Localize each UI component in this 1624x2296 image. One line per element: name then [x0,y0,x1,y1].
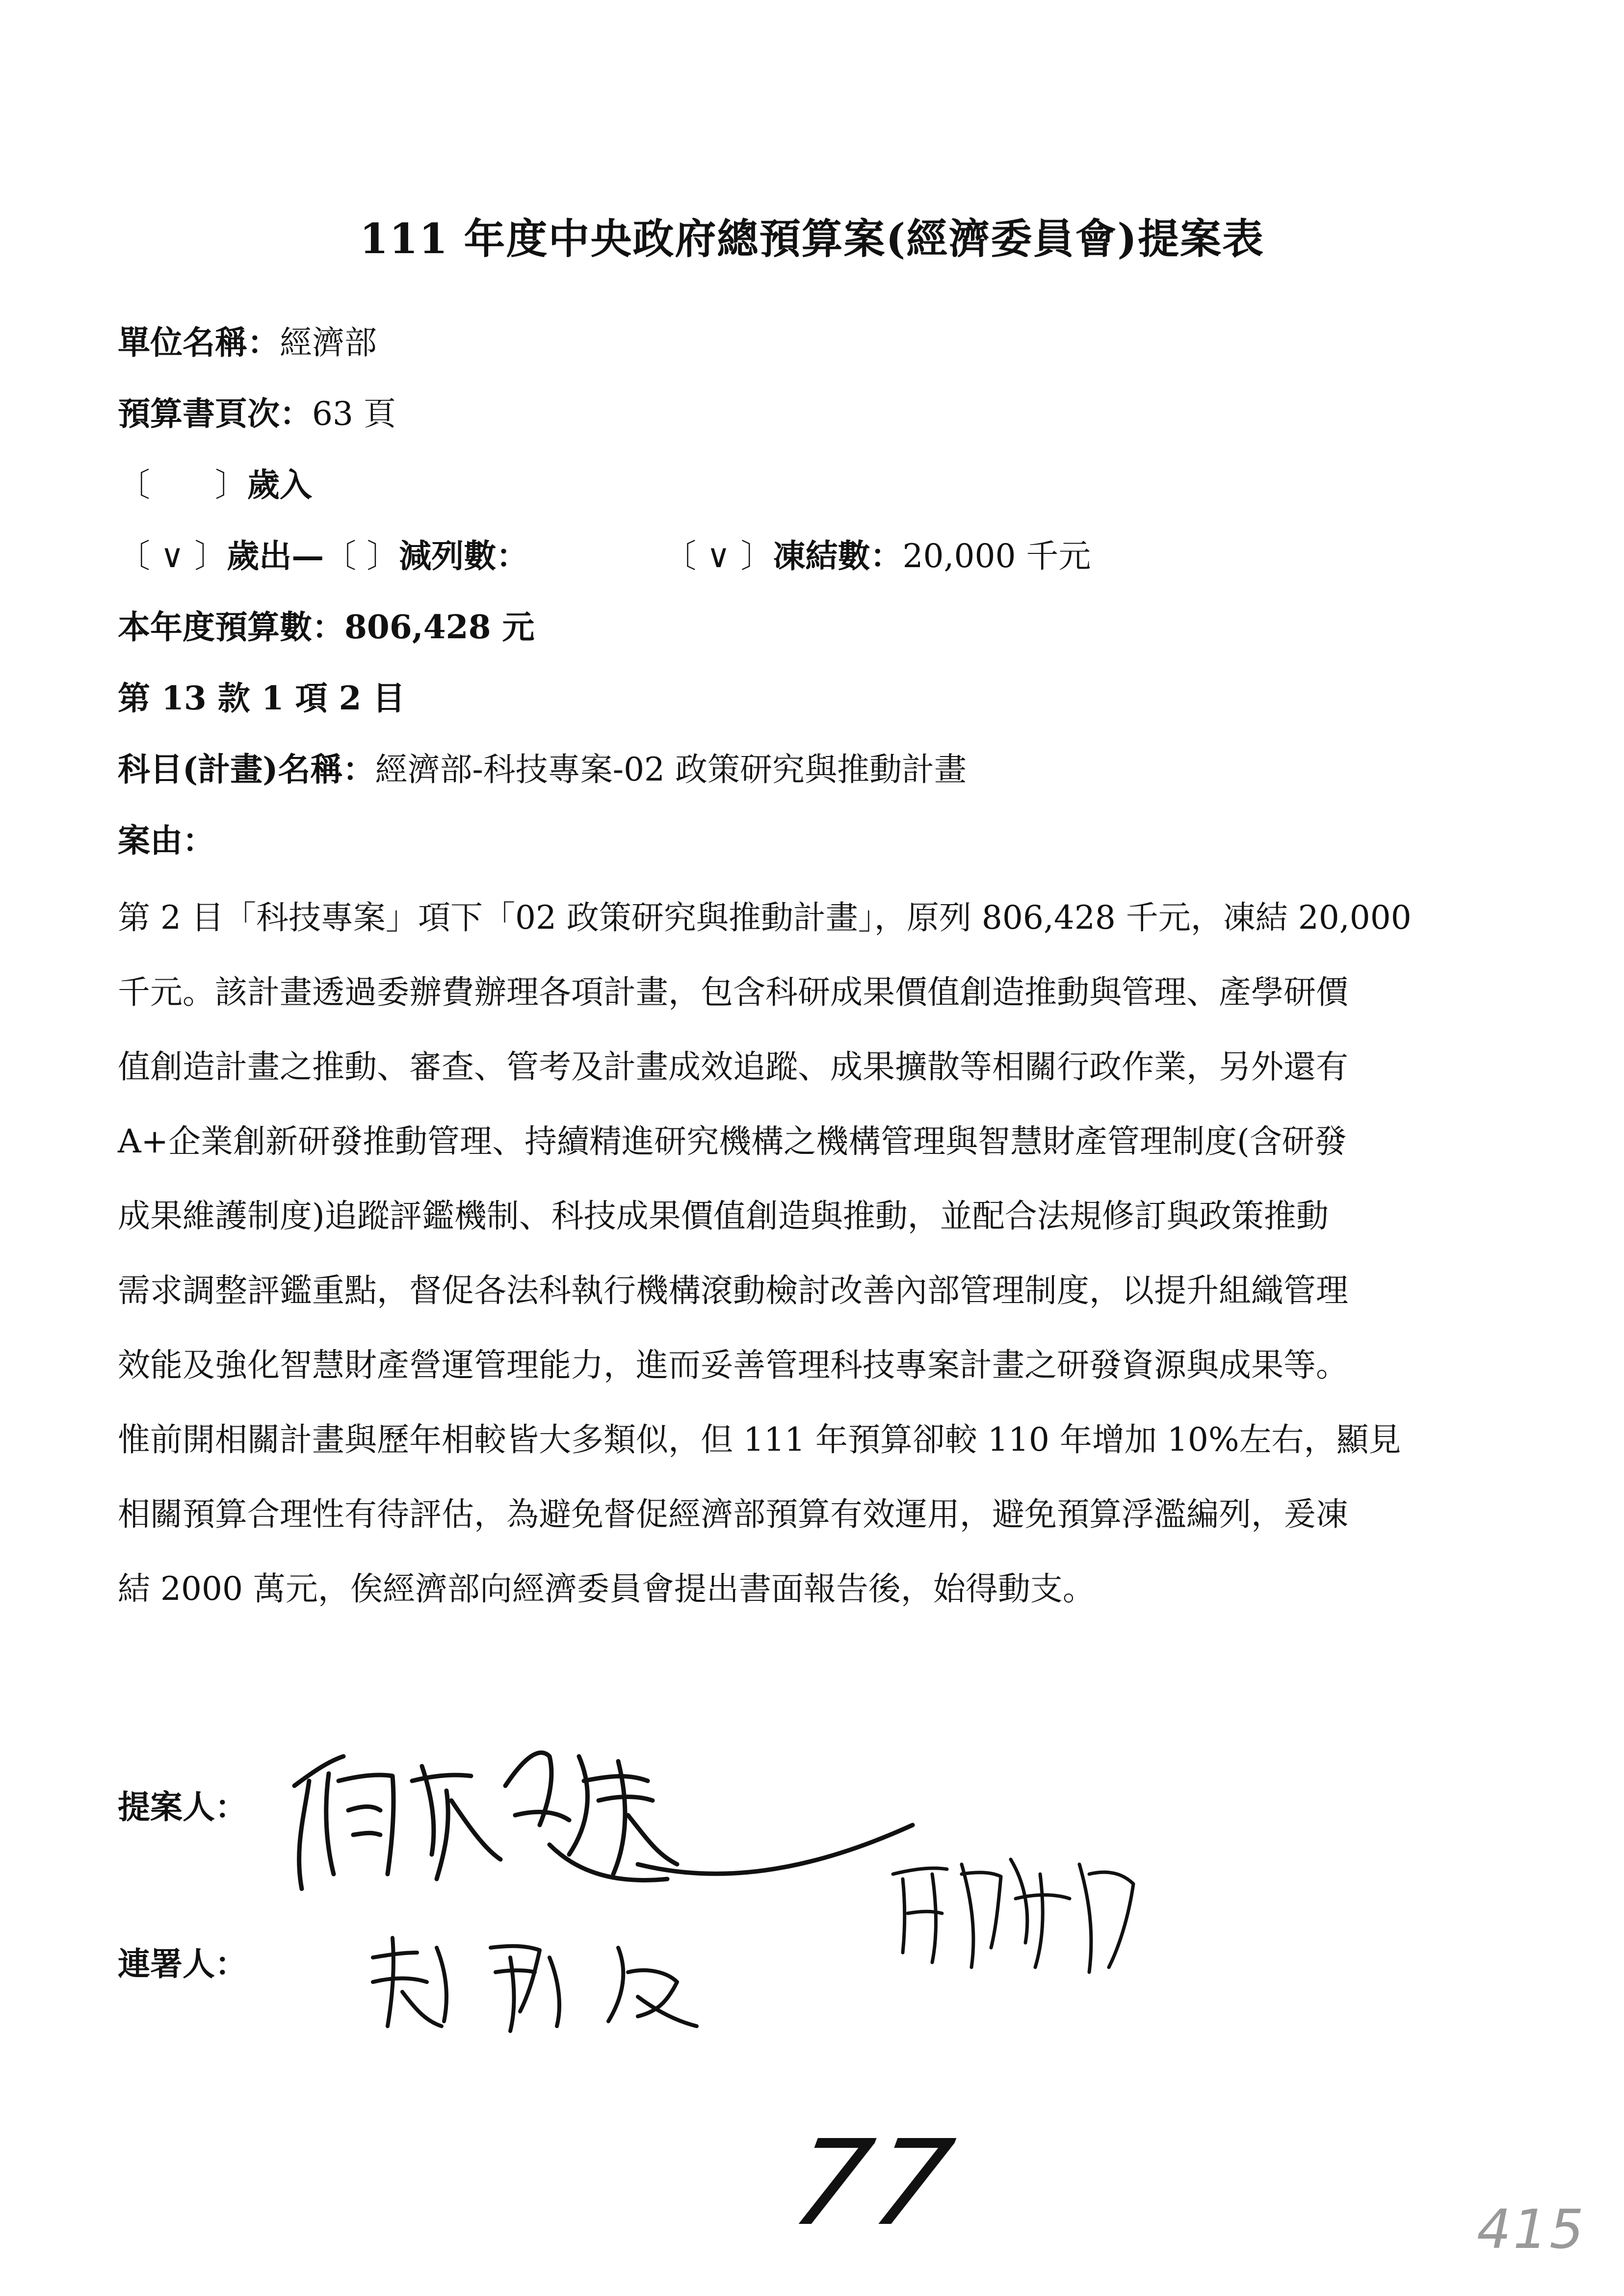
reason-label: 案由： [118,821,215,860]
budget-label: 本年度預算數： [118,608,344,646]
unit-row [118,316,377,363]
reason-line: 結 2000 萬元，俟經濟部向經濟委員會提出書面報告後，始得動支。 [118,1570,1095,1608]
budget-value: 806,428 元 [344,608,535,646]
cosigner-label: 連署人： [118,1945,247,1983]
form-title: 111 年度中央政府總預算案(經濟委員會)提案表 [359,214,1265,263]
reason-line: A+企業創新研發推動管理、持續精進研究機構之機構管理與智慧財產管理制度(含研發 [118,1122,1347,1160]
reason-line: 第 2 目「科技專案」項下「02 政策研究與推動計畫」，原列 806,428 千元，凍結 20,000 [118,899,1412,937]
reason-line: 成果維護制度)追蹤評鑑機制、科技成果價值創造與推動，並配合法規修訂與政策推動 [118,1197,1329,1235]
reason-line: 需求調整評鑑重點，督促各法科執行機構滾動檢討改善內部管理制度，以提升組織管理 [118,1272,1348,1309]
freeze-label: 凍結數： [773,537,903,575]
revenue-row [118,459,312,505]
page-ref-label: 預算書頁次： [118,394,312,433]
reason-line: 惟前開相關計畫與歷年相較皆大多類似，但 111 年預算卻較 110 年增加 10%左右，顯見 [118,1421,1401,1459]
reduce-checkbox: 〔 〕 [324,537,399,575]
reason-line: 值創造計畫之推動、審查、管考及計畫成效追蹤、成果擴散等相關行政作業，另外還有 [118,1048,1348,1086]
expense-label: 歲出— [227,537,324,575]
reason-line: 千元。該計畫透過委辦費辦理各項計畫，包含科研成果價值創造推動與管理、產學研價 [118,973,1348,1011]
expense-row [118,530,1091,576]
revenue-checkbox: 〔 〕 [118,466,247,504]
cosigner-signature [363,1928,736,2046]
reason-body [118,881,1555,1626]
unit-label: 單位名稱： [118,323,280,362]
expense-checkbox: 〔 ∨ 〕 [118,537,227,575]
proposer-signature [275,1727,962,1933]
subject-row [118,743,967,790]
page-number: 77 [783,2114,967,2252]
reduce-label: 減列數： [399,537,529,575]
page-ref-row [118,388,396,434]
cosigner-signature-2 [883,1845,1158,1982]
subject-label: 科目(計畫)名稱： [118,750,375,788]
budget-row [118,601,535,648]
revenue-label: 歲入 [247,466,312,504]
subject-value: 經濟部-科技專案-02 政策研究與推動計畫 [375,751,967,788]
corner-page-number: 415 [1477,2198,1586,2261]
reason-line: 相關預算合理性有待評估，為避免督促經濟部預算有效運用，避免預算浮濫編列，爰凍 [118,1495,1348,1533]
freeze-checkbox: 〔 ∨ 〕 [664,537,773,575]
item-row: 第 13 款 1 項 2 目 [118,679,405,717]
page-ref-value: 63 頁 [312,395,396,433]
reason-line: 效能及強化智慧財產營運管理能力，進而妥善管理科技專案計畫之研發資源與成果等。 [118,1346,1348,1384]
freeze-value: 20,000 千元 [902,537,1091,575]
unit-value: 經濟部 [280,324,377,362]
proposer-label: 提案人： [118,1788,247,1826]
